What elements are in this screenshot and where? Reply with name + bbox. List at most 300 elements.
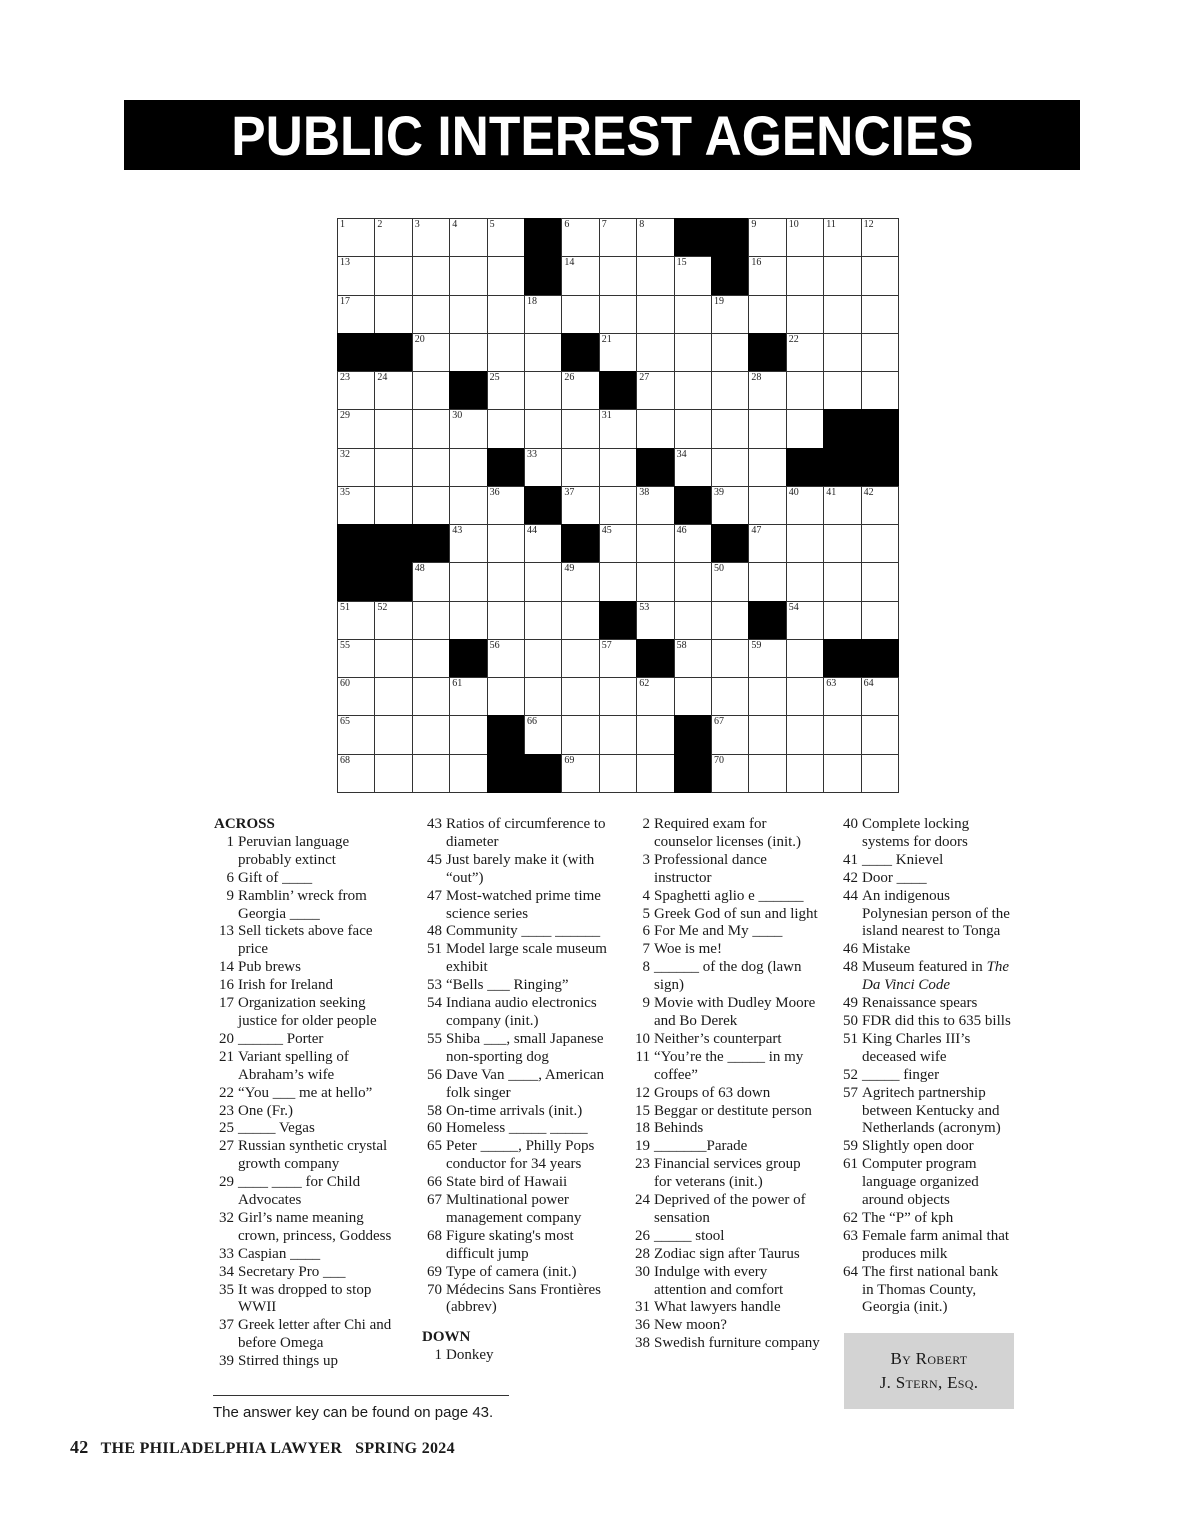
grid-cell[interactable] xyxy=(524,677,562,716)
grid-cell[interactable] xyxy=(786,409,824,448)
grid-cell[interactable] xyxy=(748,562,786,601)
grid-cell[interactable] xyxy=(449,333,487,372)
grid-cell[interactable] xyxy=(711,562,749,601)
clue-number: 40 xyxy=(843,816,858,832)
grid-cell[interactable] xyxy=(861,333,899,372)
clue-item xyxy=(630,888,820,906)
clue-number: 48 xyxy=(427,923,442,940)
grid-cell[interactable] xyxy=(449,256,487,295)
clue-item xyxy=(214,834,404,870)
grid-cell[interactable] xyxy=(374,218,412,257)
clue-text: Financial services group for veterans (init.) xyxy=(654,1156,801,1191)
grid-cell[interactable] xyxy=(524,715,562,754)
grid-cell[interactable] xyxy=(337,639,375,678)
grid-cell[interactable] xyxy=(636,677,674,716)
clue-number: 45 xyxy=(427,851,442,868)
grid-cell[interactable] xyxy=(599,524,637,563)
grid-cell[interactable] xyxy=(561,601,599,640)
cell-number: 27 xyxy=(639,372,650,384)
grid-cell[interactable] xyxy=(823,295,861,334)
grid-cell[interactable] xyxy=(599,333,637,372)
grid-cell[interactable] xyxy=(412,562,450,601)
grid-cell[interactable] xyxy=(636,601,674,640)
clue-text: ____ ____ for Child Advocates xyxy=(238,1174,361,1209)
grid-cell[interactable] xyxy=(524,295,562,334)
grid-cell[interactable] xyxy=(786,677,824,716)
grid-cell[interactable] xyxy=(786,295,824,334)
grid-cell[interactable] xyxy=(374,486,412,525)
clue-number: 11 xyxy=(635,1048,650,1065)
grid-cell[interactable] xyxy=(337,448,375,487)
grid-cell[interactable] xyxy=(599,639,637,678)
grid-cell[interactable] xyxy=(449,715,487,754)
grid-cell[interactable] xyxy=(636,524,674,563)
grid-cell[interactable] xyxy=(337,677,375,716)
black-square xyxy=(674,486,712,525)
author-byline xyxy=(844,1333,1014,1409)
clue-number: 62 xyxy=(843,1209,858,1226)
grid-cell[interactable] xyxy=(823,677,861,716)
grid-cell[interactable] xyxy=(412,601,450,640)
black-square xyxy=(412,524,450,563)
grid-cell[interactable] xyxy=(412,715,450,754)
clue-number: 22 xyxy=(219,1084,234,1101)
clue-item xyxy=(630,1031,820,1049)
grid-cell[interactable] xyxy=(748,295,786,334)
grid-cell[interactable] xyxy=(861,524,899,563)
grid-cell[interactable] xyxy=(711,371,749,410)
grid-cell[interactable] xyxy=(487,371,525,410)
grid-cell[interactable] xyxy=(748,677,786,716)
cell-number: 1 xyxy=(340,219,345,230)
grid-cell[interactable] xyxy=(823,333,861,372)
grid-cell[interactable] xyxy=(786,218,824,257)
grid-cell[interactable] xyxy=(823,562,861,601)
grid-cell[interactable] xyxy=(561,486,599,525)
grid-cell[interactable] xyxy=(449,486,487,525)
cell-number: 53 xyxy=(639,601,650,613)
grid-cell[interactable] xyxy=(786,256,824,295)
grid-cell[interactable] xyxy=(599,715,637,754)
clue-text: Greek letter after Chi and before Omega xyxy=(238,1317,392,1352)
clue-number: 31 xyxy=(635,1299,650,1316)
grid-cell[interactable] xyxy=(748,754,786,793)
clue-item xyxy=(422,816,620,852)
grid-cell[interactable] xyxy=(636,562,674,601)
crossword-grid[interactable] xyxy=(337,218,898,792)
grid-cell[interactable] xyxy=(861,295,899,334)
clue-item xyxy=(214,870,404,888)
grid-cell[interactable] xyxy=(711,639,749,678)
grid-cell[interactable] xyxy=(449,601,487,640)
black-square xyxy=(524,486,562,525)
clue-number: 58 xyxy=(427,1102,442,1119)
grid-cell[interactable] xyxy=(748,639,786,678)
grid-cell[interactable] xyxy=(449,677,487,716)
clue-number: 67 xyxy=(427,1192,442,1209)
grid-cell[interactable] xyxy=(412,218,450,257)
grid-cell[interactable] xyxy=(412,256,450,295)
grid-cell[interactable] xyxy=(561,639,599,678)
grid-cell[interactable] xyxy=(524,371,562,410)
grid-cell[interactable] xyxy=(861,218,899,257)
clue-column-4 xyxy=(838,816,1012,1317)
grid-cell[interactable] xyxy=(487,333,525,372)
black-square xyxy=(861,409,899,448)
clue-number: 6 xyxy=(226,869,234,886)
grid-cell[interactable] xyxy=(861,601,899,640)
cell-number: 46 xyxy=(676,525,687,537)
grid-cell[interactable] xyxy=(374,715,412,754)
clue-text: One (Fr.) xyxy=(238,1102,293,1119)
grid-cell[interactable] xyxy=(374,295,412,334)
grid-cell[interactable] xyxy=(449,409,487,448)
grid-cell[interactable] xyxy=(786,754,824,793)
grid-cell[interactable] xyxy=(674,256,712,295)
clue-number: 47 xyxy=(427,887,442,904)
black-square xyxy=(748,601,786,640)
clue-text: Just barely make it (with “out”) xyxy=(446,851,595,886)
grid-cell[interactable] xyxy=(748,524,786,563)
grid-cell[interactable] xyxy=(823,601,861,640)
clue-text: _______Parade xyxy=(654,1138,748,1155)
grid-cell[interactable] xyxy=(861,562,899,601)
grid-cell[interactable] xyxy=(823,371,861,410)
grid-cell[interactable] xyxy=(599,448,637,487)
grid-cell[interactable] xyxy=(748,218,786,257)
cell-number: 56 xyxy=(489,639,500,651)
grid-cell[interactable] xyxy=(711,677,749,716)
grid-cell[interactable] xyxy=(412,677,450,716)
clue-number: 7 xyxy=(642,941,650,958)
clue-item xyxy=(838,888,1012,942)
clue-number: 34 xyxy=(219,1263,234,1280)
grid-cell[interactable] xyxy=(636,371,674,410)
grid-cell[interactable] xyxy=(487,218,525,257)
clue-number: 39 xyxy=(219,1353,234,1370)
cell-number: 23 xyxy=(340,372,350,384)
grid-cell[interactable] xyxy=(412,371,450,410)
grid-cell[interactable] xyxy=(674,333,712,372)
grid-cell[interactable] xyxy=(674,448,712,487)
grid-cell[interactable] xyxy=(711,409,749,448)
grid-cell[interactable] xyxy=(861,677,899,716)
grid-cell[interactable] xyxy=(861,715,899,754)
grid-cell[interactable] xyxy=(599,409,637,448)
clue-text: Female farm animal that produces milk xyxy=(862,1227,1010,1262)
grid-cell[interactable] xyxy=(449,218,487,257)
grid-cell[interactable] xyxy=(711,448,749,487)
grid-cell[interactable] xyxy=(412,448,450,487)
grid-cell[interactable] xyxy=(599,562,637,601)
grid-cell[interactable] xyxy=(636,754,674,793)
clue-item xyxy=(838,816,1012,852)
grid-cell[interactable] xyxy=(711,295,749,334)
clue-text: Girl’s name meaning crown, princess, Goddess xyxy=(238,1209,392,1244)
grid-cell[interactable] xyxy=(374,639,412,678)
clue-number: 64 xyxy=(843,1263,858,1280)
grid-cell[interactable] xyxy=(711,715,749,754)
clue-number: 17 xyxy=(219,995,234,1012)
clue-number: 36 xyxy=(635,1317,650,1334)
grid-cell[interactable] xyxy=(674,295,712,334)
clue-item xyxy=(214,995,404,1031)
clue-text: The first national bank in Thomas County, Georgia (init.) xyxy=(862,1263,999,1316)
clue-text: Ramblin’ wreck from Georgia ____ xyxy=(238,887,367,922)
grid-cell[interactable] xyxy=(524,601,562,640)
grid-cell[interactable] xyxy=(412,639,450,678)
grid-cell[interactable] xyxy=(337,256,375,295)
clue-number: 60 xyxy=(427,1120,442,1137)
grid-cell[interactable] xyxy=(374,754,412,793)
clue-text: New moon? xyxy=(654,1317,727,1334)
grid-cell[interactable] xyxy=(487,295,525,334)
grid-cell[interactable] xyxy=(748,448,786,487)
grid-cell[interactable] xyxy=(449,524,487,563)
grid-cell[interactable] xyxy=(374,409,412,448)
cell-number: 60 xyxy=(340,678,350,690)
clue-number: 54 xyxy=(427,995,442,1012)
grid-cell[interactable] xyxy=(786,486,824,525)
grid-cell[interactable] xyxy=(674,639,712,678)
clue-number: 8 xyxy=(642,959,650,976)
clue-text: Stirred things up xyxy=(238,1353,338,1370)
grid-cell[interactable] xyxy=(524,524,562,563)
cell-number: 12 xyxy=(863,219,874,230)
grid-cell[interactable] xyxy=(786,371,824,410)
grid-cell[interactable] xyxy=(487,562,525,601)
grid-cell[interactable] xyxy=(786,562,824,601)
grid-cell[interactable] xyxy=(599,218,637,257)
grid-cell[interactable] xyxy=(823,754,861,793)
grid-cell[interactable] xyxy=(599,295,637,334)
clue-item xyxy=(630,852,820,888)
clue-item xyxy=(838,1031,1012,1067)
grid-cell[interactable] xyxy=(748,256,786,295)
clue-text: Renaissance spears xyxy=(862,995,978,1012)
clue-text: Behinds xyxy=(654,1120,704,1137)
clue-number: 4 xyxy=(642,887,650,904)
grid-cell[interactable] xyxy=(412,295,450,334)
grid-cell[interactable] xyxy=(561,715,599,754)
clue-text: Indiana audio electronics company (init.) xyxy=(446,995,597,1029)
black-square xyxy=(374,333,412,372)
grid-cell[interactable] xyxy=(636,256,674,295)
grid-cell[interactable] xyxy=(374,448,412,487)
grid-cell[interactable] xyxy=(487,524,525,563)
grid-cell[interactable] xyxy=(374,601,412,640)
grid-cell[interactable] xyxy=(861,256,899,295)
grid-cell[interactable] xyxy=(674,371,712,410)
grid-cell[interactable] xyxy=(561,448,599,487)
grid-cell[interactable] xyxy=(561,677,599,716)
clue-text: Computer program language organized around objects xyxy=(862,1156,979,1209)
clue-text: Pub brews xyxy=(238,959,301,976)
grid-cell[interactable] xyxy=(412,486,450,525)
grid-cell[interactable] xyxy=(711,754,749,793)
grid-cell[interactable] xyxy=(337,601,375,640)
grid-cell[interactable] xyxy=(786,715,824,754)
black-square xyxy=(487,754,525,793)
clue-number: 33 xyxy=(219,1245,234,1262)
grid-cell[interactable] xyxy=(861,486,899,525)
clue-text: Dave Van ____, American folk singer xyxy=(446,1066,605,1101)
grid-cell[interactable] xyxy=(674,601,712,640)
clue-number: 9 xyxy=(226,887,234,904)
grid-cell[interactable] xyxy=(748,486,786,525)
cell-number: 67 xyxy=(714,716,724,728)
clue-text: Figure skating's most difficult jump xyxy=(446,1227,574,1262)
grid-cell[interactable] xyxy=(599,677,637,716)
cell-number: 63 xyxy=(826,678,837,690)
clue-text: Agritech partnership between Kentucky and Netherlands (acronym) xyxy=(862,1084,1001,1137)
clue-text: Slightly open door xyxy=(862,1138,974,1155)
clue-text: What lawyers handle xyxy=(654,1299,781,1316)
grid-cell[interactable] xyxy=(599,486,637,525)
clue-item xyxy=(838,1228,1012,1264)
grid-cell[interactable] xyxy=(487,639,525,678)
grid-cell[interactable] xyxy=(374,677,412,716)
grid-cell[interactable] xyxy=(449,295,487,334)
grid-cell[interactable] xyxy=(636,333,674,372)
clue-number: 32 xyxy=(219,1209,234,1226)
grid-cell[interactable] xyxy=(561,218,599,257)
grid-cell[interactable] xyxy=(674,562,712,601)
clue-text: Model large scale museum exhibit xyxy=(446,941,607,976)
clue-number: 14 xyxy=(219,959,234,976)
grid-cell[interactable] xyxy=(786,524,824,563)
grid-cell[interactable] xyxy=(487,409,525,448)
grid-cell[interactable] xyxy=(748,715,786,754)
grid-cell[interactable] xyxy=(337,754,375,793)
grid-cell[interactable] xyxy=(524,639,562,678)
grid-cell[interactable] xyxy=(786,639,824,678)
clue-item xyxy=(214,1085,404,1103)
clue-number: 15 xyxy=(635,1102,650,1119)
grid-cell[interactable] xyxy=(823,486,861,525)
black-square xyxy=(487,715,525,754)
grid-cell[interactable] xyxy=(561,371,599,410)
grid-cell[interactable] xyxy=(561,409,599,448)
clue-item xyxy=(838,1013,1012,1031)
grid-cell[interactable] xyxy=(786,333,824,372)
grid-cell[interactable] xyxy=(711,601,749,640)
grid-cell[interactable] xyxy=(337,371,375,410)
grid-cell[interactable] xyxy=(861,754,899,793)
grid-cell[interactable] xyxy=(674,409,712,448)
grid-cell[interactable] xyxy=(561,256,599,295)
grid-cell[interactable] xyxy=(748,371,786,410)
grid-cell[interactable] xyxy=(412,333,450,372)
grid-cell[interactable] xyxy=(412,409,450,448)
cell-number: 58 xyxy=(676,639,687,651)
cell-number: 6 xyxy=(564,219,570,230)
grid-cell[interactable] xyxy=(561,295,599,334)
grid-cell[interactable] xyxy=(524,409,562,448)
grid-cell[interactable] xyxy=(636,486,674,525)
grid-cell[interactable] xyxy=(487,601,525,640)
clue-number: 66 xyxy=(427,1174,442,1191)
clue-item xyxy=(838,1156,1012,1210)
clue-column-3 xyxy=(630,816,820,1353)
black-square xyxy=(636,448,674,487)
grid-cell[interactable] xyxy=(599,256,637,295)
grid-cell[interactable] xyxy=(599,754,637,793)
grid-cell[interactable] xyxy=(823,218,861,257)
clue-item xyxy=(422,1174,620,1192)
grid-cell[interactable] xyxy=(561,754,599,793)
grid-cell[interactable] xyxy=(823,715,861,754)
grid-cell[interactable] xyxy=(636,295,674,334)
grid-cell[interactable] xyxy=(823,524,861,563)
grid-cell[interactable] xyxy=(337,409,375,448)
grid-cell[interactable] xyxy=(337,295,375,334)
clue-text: Complete locking systems for doors xyxy=(862,816,970,850)
grid-cell[interactable] xyxy=(674,677,712,716)
grid-cell[interactable] xyxy=(487,677,525,716)
grid-cell[interactable] xyxy=(412,754,450,793)
grid-cell[interactable] xyxy=(337,486,375,525)
grid-cell[interactable] xyxy=(524,562,562,601)
grid-cell[interactable] xyxy=(374,256,412,295)
black-square xyxy=(599,601,637,640)
grid-cell[interactable] xyxy=(487,486,525,525)
grid-cell[interactable] xyxy=(449,448,487,487)
grid-cell[interactable] xyxy=(711,333,749,372)
cell-number: 5 xyxy=(489,219,495,230)
clue-item xyxy=(214,1031,404,1049)
grid-cell[interactable] xyxy=(524,448,562,487)
grid-cell[interactable] xyxy=(524,333,562,372)
clue-item xyxy=(630,1317,820,1335)
clue-item xyxy=(630,995,820,1031)
black-square xyxy=(711,256,749,295)
clue-item xyxy=(214,1210,404,1246)
grid-cell[interactable] xyxy=(786,601,824,640)
black-square xyxy=(823,409,861,448)
grid-cell[interactable] xyxy=(449,562,487,601)
grid-cell[interactable] xyxy=(337,715,375,754)
grid-cell[interactable] xyxy=(823,256,861,295)
cell-number: 2 xyxy=(377,219,383,230)
grid-cell[interactable] xyxy=(748,409,786,448)
grid-cell[interactable] xyxy=(449,754,487,793)
clue-number: 68 xyxy=(427,1227,442,1244)
black-square xyxy=(711,524,749,563)
clue-number: 18 xyxy=(635,1120,650,1137)
black-square xyxy=(487,448,525,487)
grid-cell[interactable] xyxy=(711,486,749,525)
cell-number: 16 xyxy=(751,257,762,269)
grid-cell[interactable] xyxy=(674,524,712,563)
grid-cell[interactable] xyxy=(636,715,674,754)
grid-cell[interactable] xyxy=(374,371,412,410)
clue-number: 42 xyxy=(843,869,858,886)
clue-text: Museum featured in The Da Vinci Code xyxy=(862,959,1010,994)
grid-cell[interactable] xyxy=(561,562,599,601)
cell-number: 65 xyxy=(340,716,350,728)
grid-cell[interactable] xyxy=(636,218,674,257)
clue-item xyxy=(214,1049,404,1085)
clue-number: 23 xyxy=(635,1156,650,1173)
clue-number: 41 xyxy=(843,851,858,868)
grid-cell[interactable] xyxy=(337,218,375,257)
grid-cell[interactable] xyxy=(487,256,525,295)
black-square xyxy=(524,256,562,295)
grid-cell[interactable] xyxy=(636,409,674,448)
black-square xyxy=(823,639,861,678)
grid-cell[interactable] xyxy=(861,371,899,410)
